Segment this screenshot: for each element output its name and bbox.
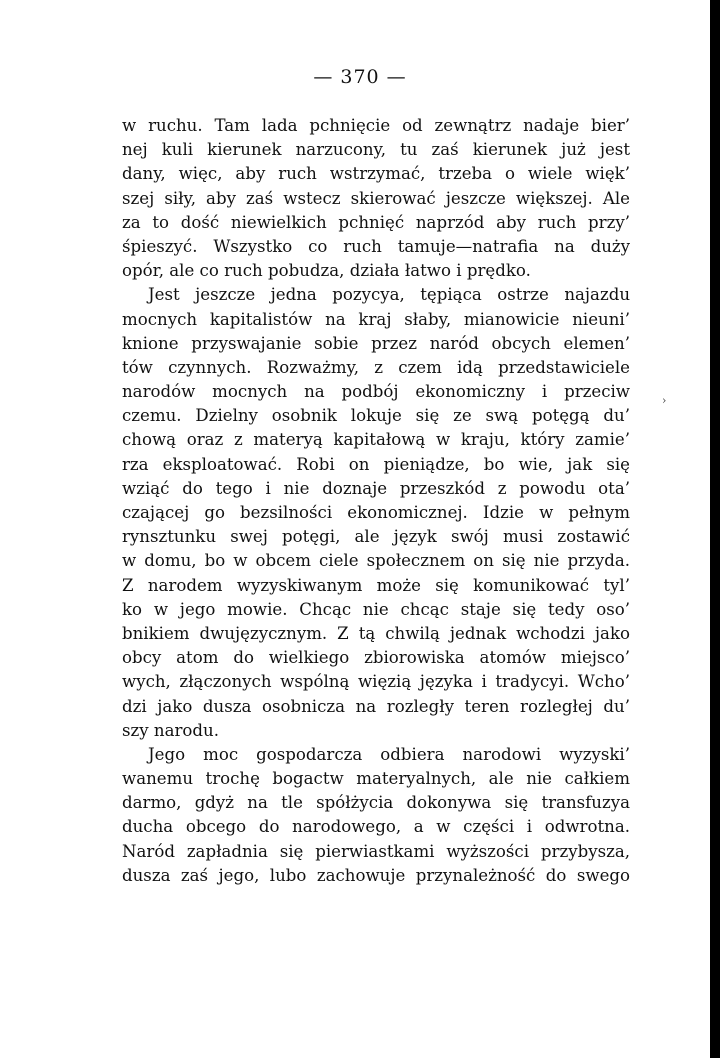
scan-speck: › <box>662 394 667 407</box>
text-line: za to dość niewielkich pchnięć naprzód aby ruch przy’ <box>122 212 630 232</box>
text-line: czemu. Dzielny osobnik lokuje się ze swą potęgą du’ <box>122 406 630 426</box>
text-line: dzi jako dusza osobnicza na rozległy teren rozległej du’ <box>122 696 630 716</box>
text-line: ko w jego mowie. Chcąc nie chcąc staje się tedy oso’ <box>122 599 630 619</box>
text-line: Naród zapładnia się pierwiastkami wyższości przybysza, <box>122 841 630 861</box>
text-line: nej kuli kierunek narzucony, tu zaś kierunek już jest <box>122 140 630 160</box>
text-line: dany, więc, aby ruch wstrzymać, trzeba o wiele więk’ <box>122 164 630 184</box>
text-line: szy narodu. <box>122 720 219 740</box>
text-line: bnikiem dwujęzycznym. Z tą chwilą jednak wchodzi jako <box>122 623 630 643</box>
text-line: wanemu trochę bogactw materyalnych, ale nie całkiem <box>122 769 630 789</box>
text-line: tów czynnych. Rozważmy, z czem idą przedstawiciele <box>122 357 630 377</box>
text-line: czającej go bezsilności ekonomicznej. Idzie w pełnym <box>122 503 630 522</box>
text-line: darmo, gdyż na tle spółżycia dokonywa się transfuzya <box>122 793 630 813</box>
text-line: knione przyswajanie sobie przez naród obcych elemen’ <box>122 333 630 353</box>
text-line: mocnych kapitalistów na kraj słaby, mianowicie nieuni’ <box>122 309 630 329</box>
text-line: w domu, bo w obcem ciele społecznem on się nie przyda. <box>122 551 630 571</box>
text-line: obcy atom do wielkiego zbiorowiska atomów miejsco’ <box>122 648 630 668</box>
text-line: w ruchu. Tam lada pchnięcie od zewnątrz nadaje bier’ <box>122 116 630 135</box>
text-line: Z narodem wyzyskiwanym może się komunikować tyl’ <box>122 575 630 595</box>
text-line: ducha obcego do narodowego, a w części i odwrotna. <box>122 817 630 837</box>
text-line: śpieszyć. Wszystko co ruch tamuje—natrafia na duży <box>122 236 630 256</box>
text-line: opór, ale co ruch pobudza, działa łatwo i prędko. <box>122 261 531 281</box>
text-line: Jego moc gospodarcza odbiera narodowi wyzyski’ <box>148 744 630 764</box>
text-line: wziąć do tego i nie doznaje przeszkód z powodu ota’ <box>122 478 630 498</box>
text-line: chową oraz z materyą kapitałową w kraju, który zamie’ <box>122 430 630 450</box>
text-line: narodów mocnych na podbój ekonomiczny i przeciw <box>122 382 630 402</box>
text-line: rynsztunku swej potęgi, ale język swój musi zostawić <box>122 527 630 547</box>
scan-edge-shadow <box>710 0 720 1058</box>
text-line: rza eksploatować. Robi on pieniądze, bo wie, jak się <box>122 454 630 474</box>
text-line: wych, złączonych wspólną więzią języka i tradycyi. Wcho’ <box>122 672 630 692</box>
text-line: Jest jeszcze jedna pozycya, tępiąca ostrze najazdu <box>148 285 630 305</box>
body-text <box>122 114 630 888</box>
text-line: szej siły, aby zaś wstecz skierować jeszcze większej. Ale <box>122 188 630 208</box>
text-line: dusza zaś jego, lubo zachowuje przynależność do swego <box>122 865 630 885</box>
page-number: — 370 — <box>313 66 407 88</box>
